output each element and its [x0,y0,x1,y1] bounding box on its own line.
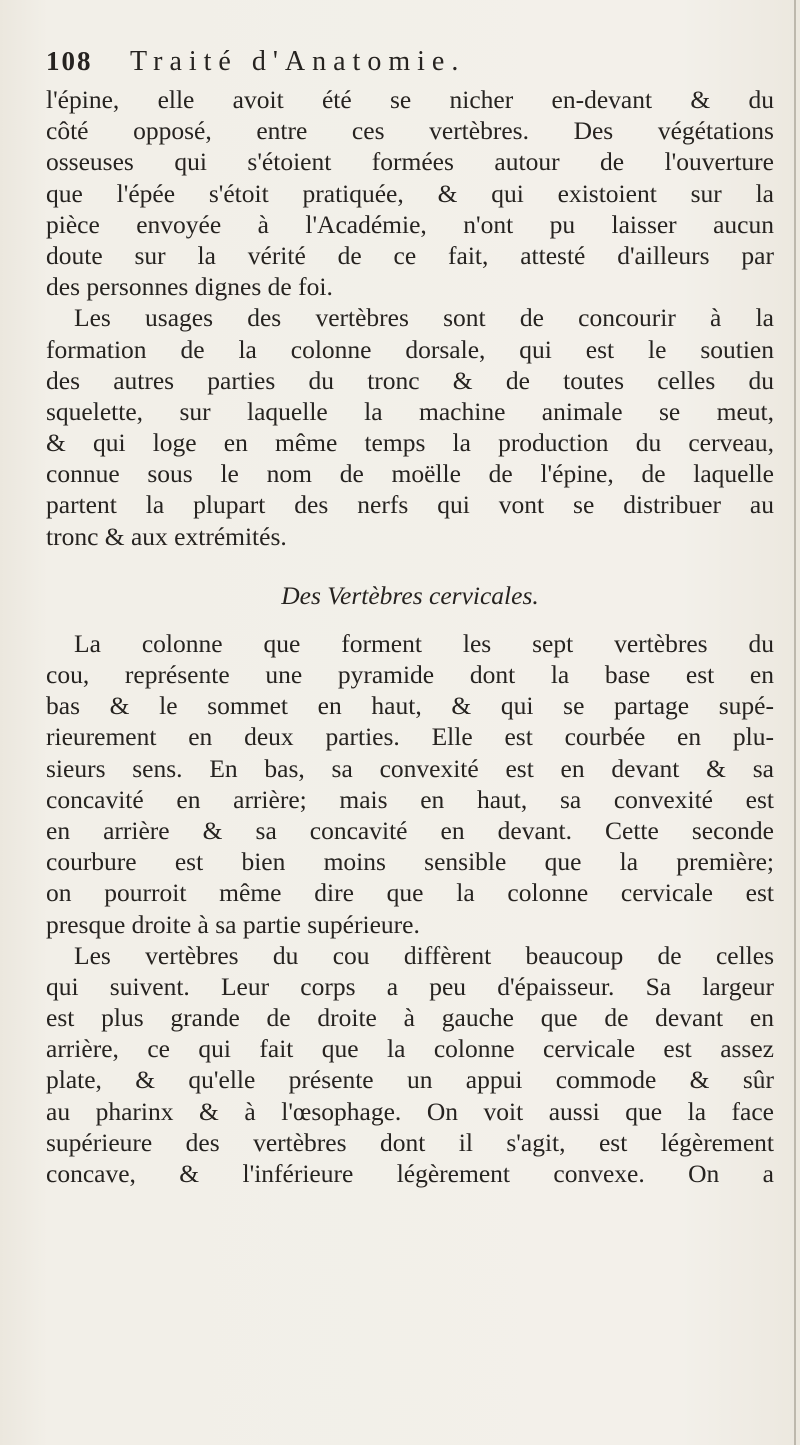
text-line: l'épine, elle avoit été se nicher en-devant & du [46,85,774,114]
text-line: doute sur la vérité de ce fait, attesté d'ailleurs par [46,240,774,270]
paragraph [46,628,774,940]
text-line: supérieure des vertèbres dont il s'agit, est légèrement [46,1127,774,1157]
text-line: on pourroit même dire que la colonne cervicale est [46,878,774,908]
text-line: des autres parties du tronc & de toutes celles du [46,365,774,395]
text-line: côté opposé, entre ces vertèbres. Des végétations [46,116,774,146]
page-header [46,46,746,86]
text-line: tronc & aux extrémités. [46,521,287,551]
text-line: & qui loge en même temps la production du cerveau, [46,428,774,458]
text-line: connue sous le nom de moëlle de l'épine, de laquelle [46,459,774,489]
text-line: pièce envoyée à l'Académie, n'ont pu laisser aucun [46,209,774,239]
text-line: formation de la colonne dorsale, qui est le soutien [46,334,774,364]
text-line: est plus grande de droite à gauche que de devant en [46,1003,774,1033]
body-text [46,84,774,1189]
text-line: arrière, ce qui fait que la colonne cervicale est assez [46,1034,774,1064]
text-line: presque droite à sa partie supérieure. [46,909,420,939]
text-line: au pharinx & à l'œsophage. On voit aussi que la face [46,1096,774,1126]
text-line: osseuses qui s'étoient formées autour de l'ouverture [46,147,774,177]
text-line: qui suivent. Leur corps a peu d'épaisseur. Sa largeur [46,971,774,1001]
text-line: rieurement en deux parties. Elle est courbée en plu- [46,722,774,752]
text-line: cou, représente une pyramide dont la base est en [46,660,774,689]
text-line: plate, & qu'elle présente un appui commode & sûr [46,1065,774,1095]
text-line: partent la plupart des nerfs qui vont se distribuer au [46,490,774,520]
text-line: concave, & l'inférieure légèrement convexe. On a [46,1159,774,1188]
text-line: des personnes dignes de foi. [46,272,333,302]
text-line: sieurs sens. En bas, sa convexité est en devant & sa [46,753,774,783]
page-edge [794,0,796,1445]
text-line: Les vertèbres du cou diffèrent beaucoup de celles [74,940,774,970]
running-title: Traité d'Anatomie. [130,46,466,77]
text-line: Les usages des vertèbres sont de concourir à la [74,303,774,333]
section-heading: Des Vertèbres cervicales. [281,580,539,610]
text-line: en arrière & sa concavité en devant. Cette seconde [46,815,774,845]
text-line: bas & le sommet en haut, & qui se partage supé- [46,691,774,721]
paragraph [46,302,774,552]
text-line: courbure est bien moins sensible que la première; [46,847,774,877]
paragraph [46,84,774,302]
text-line: concavité en arrière; mais en haut, sa convexité est [46,784,774,814]
paragraph [46,940,774,1190]
page-number: 108 [46,46,93,76]
text-line: que l'épée s'étoit pratiquée, & qui existoient sur la [46,178,774,208]
text-line: La colonne que forment les sept vertèbres du [74,628,774,658]
text-line: squelette, sur laquelle la machine animale se meut, [46,396,774,426]
